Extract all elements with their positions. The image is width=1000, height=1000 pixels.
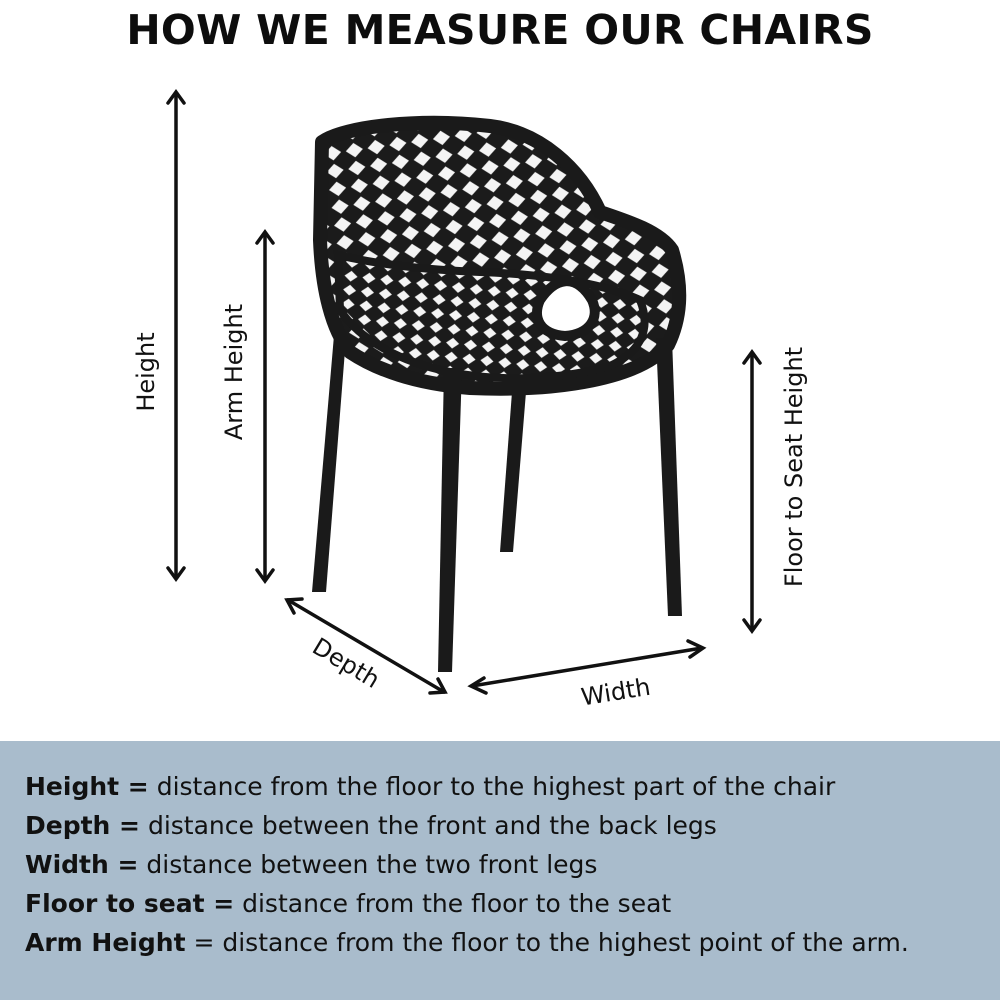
arm-height-arrow — [257, 232, 273, 581]
definition-text: = distance from the floor to the highest point of the arm. — [185, 928, 909, 957]
definition-text: distance from the floor to the seat — [234, 889, 672, 918]
front-leg-left — [438, 368, 462, 672]
depth-label: Depth — [307, 632, 385, 694]
definition-text: distance between the front and the back legs — [140, 811, 717, 840]
front-leg-right — [656, 338, 682, 616]
arm-height-label: Arm Height — [220, 303, 248, 441]
definitions-panel — [0, 741, 1000, 1000]
floor-to-seat-arrow — [744, 352, 760, 631]
width-label: Width — [579, 672, 653, 712]
definition-arm-height — [25, 923, 909, 962]
definition-term: Width = — [25, 850, 139, 879]
definition-height — [25, 767, 909, 806]
page-title: HOW WE MEASURE OUR CHAIRS — [126, 6, 874, 54]
floor-to-seat-label: Floor to Seat Height — [780, 346, 808, 588]
back-leg-left — [312, 312, 348, 592]
definition-floor-to-seat — [25, 884, 909, 923]
definitions-list — [25, 767, 909, 962]
definition-text: distance between the two front legs — [138, 850, 598, 879]
chair-illustration — [312, 123, 682, 672]
definition-term: Floor to seat = — [25, 889, 235, 918]
definition-text: distance from the floor to the highest part of the chair — [148, 772, 836, 801]
arm-hole — [537, 281, 595, 336]
height-label: Height — [132, 332, 160, 412]
definition-term: Depth = — [25, 811, 141, 840]
definition-term: Arm Height — [25, 928, 186, 957]
definition-term: Height = — [25, 772, 149, 801]
back-leg-right — [500, 392, 526, 552]
definition-depth — [25, 806, 909, 845]
definition-width — [25, 845, 909, 884]
height-arrow — [168, 92, 184, 579]
